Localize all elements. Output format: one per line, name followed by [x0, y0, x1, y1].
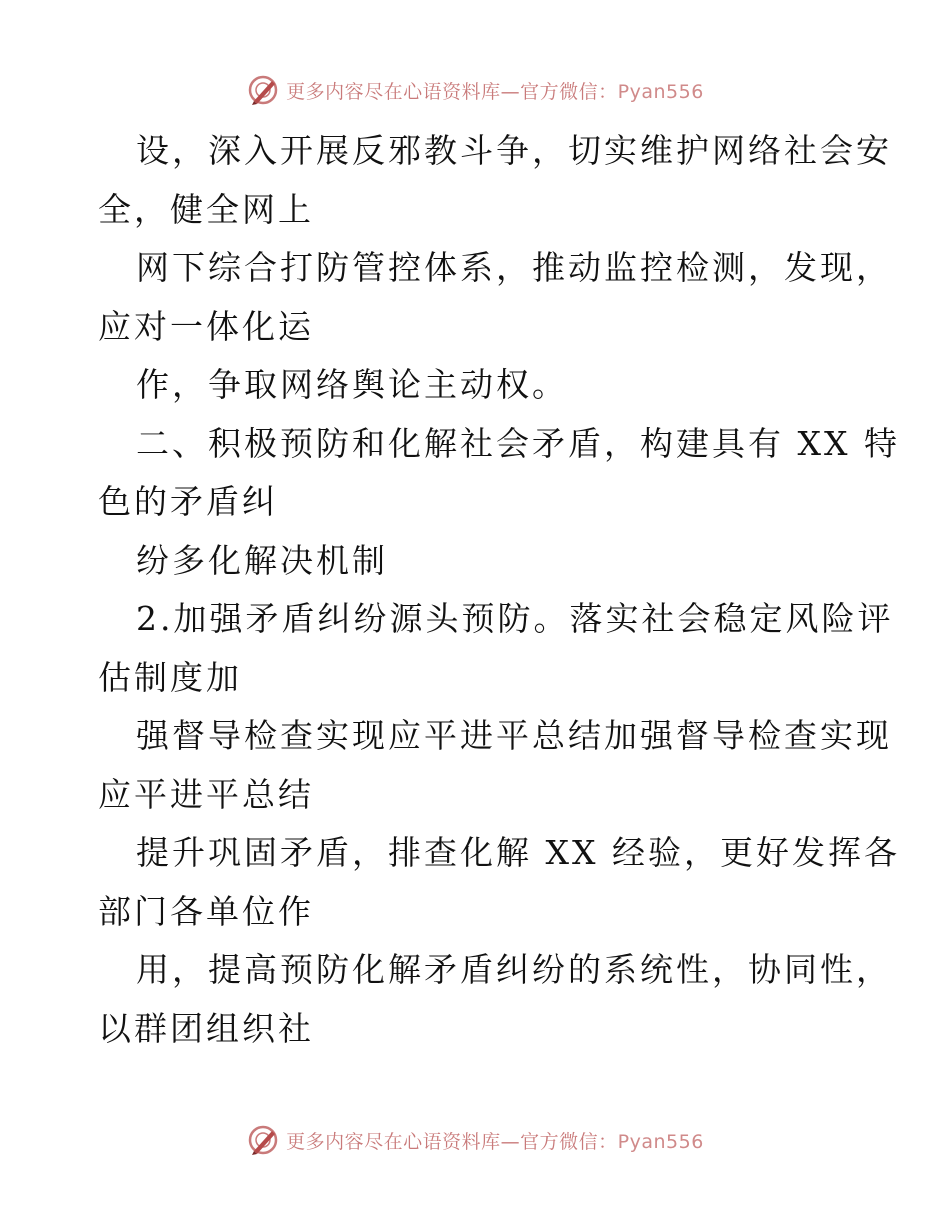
text-line: 应对一体化运 [98, 306, 314, 346]
text-line: 网下综合打防管控体系，推动监控检测，发现， [136, 248, 892, 287]
text-line: 应平进平总结 [98, 774, 314, 814]
footer-watermark [0, 1120, 950, 1160]
text-line: 2.加强矛盾纠纷源头预防。落实社会稳定风险评 [136, 599, 894, 638]
text-line: 纷多化解决机制 [136, 540, 388, 580]
watermark-text: 更多内容尽在心语资料库—官方微信：Pyan556 [286, 1130, 704, 1153]
text-line: 部门各单位作 [98, 891, 314, 931]
pen-logo-icon [246, 73, 280, 107]
watermark-text: 更多内容尽在心语资料库—官方微信：Pyan556 [286, 80, 704, 103]
text-line: 强督导检查实现应平进平总结加强督导检查实现 [136, 716, 892, 755]
text-line: 二、积极预防和化解社会矛盾，构建具有 XX 特 [136, 423, 900, 463]
text-line: 以群团组织社 [98, 1008, 314, 1048]
text-line: 估制度加 [98, 657, 242, 697]
text-line: 提升巩固矛盾，排查化解 XX 经验，更好发挥各 [136, 833, 900, 872]
text-line: 全，健全网上 [98, 189, 314, 229]
text-line: 色的矛盾纠 [98, 482, 278, 521]
header-watermark [0, 70, 950, 110]
document-body [98, 122, 900, 1058]
text-line: 用，提高预防化解矛盾纠纷的系统性，协同性， [136, 950, 892, 989]
pen-logo-icon [246, 1123, 280, 1157]
text-line: 设，深入开展反邪教斗争，切实维护网络社会安 [136, 131, 892, 170]
text-line: 作，争取网络舆论主动权。 [136, 365, 568, 404]
